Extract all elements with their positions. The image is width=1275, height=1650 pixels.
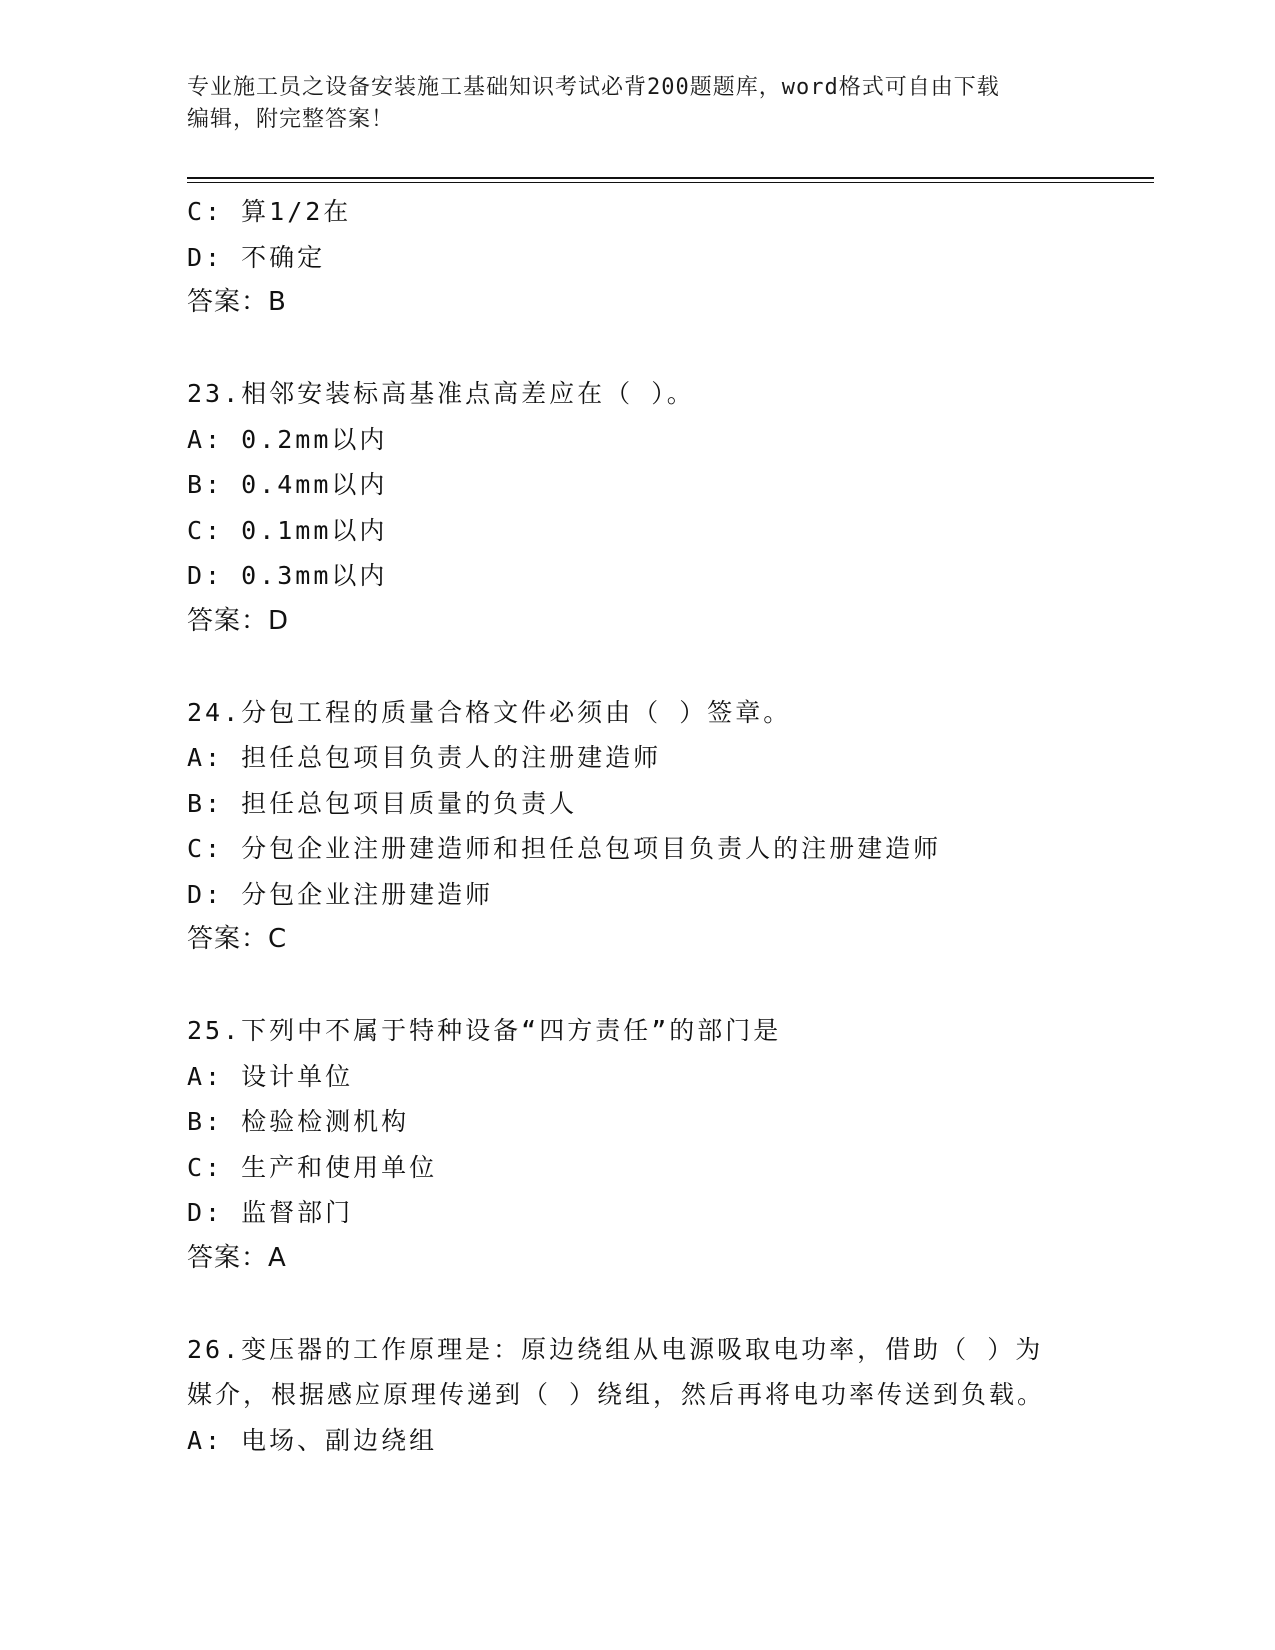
q24-option-d: D: 分包企业注册建造师	[187, 879, 494, 909]
document-header	[187, 72, 1087, 136]
q25-option-b: B: 检验检测机构	[187, 1107, 410, 1136]
q25-answer: 答案：A	[187, 1242, 287, 1273]
q23-answer: 答案：D	[187, 605, 290, 636]
q23-option-a: A: 0.2mm以内	[187, 424, 388, 454]
q23-option-c: C: 0.1mm以内	[187, 515, 388, 545]
q25-option-c: C: 生产和使用单位	[187, 1152, 438, 1182]
q22-answer: 答案：B	[187, 287, 287, 317]
spacer	[187, 644, 1167, 690]
q25-option-a: A: 设计单位	[187, 1061, 354, 1091]
q24-stem: 24.分包工程的质量合格文件必须由（ ）签章。	[187, 697, 792, 727]
q22-option-c: C: 算1/2在	[187, 197, 352, 226]
q23-option-d: D: 0.3mm以内	[187, 561, 388, 590]
header-rule-thick	[187, 177, 1154, 179]
spacer	[187, 326, 1167, 372]
header-rule-thin	[187, 182, 1154, 183]
q26-option-a: A: 电场、副边绕组	[187, 1425, 438, 1455]
q25-stem: 25.下列中不属于特种设备“四方责任”的部门是	[187, 1016, 782, 1045]
q23-option-b: B: 0.4mm以内	[187, 470, 388, 499]
q24-option-b: B: 担任总包项目质量的负责人	[187, 788, 578, 818]
q25-option-d: D: 监督部门	[187, 1198, 354, 1227]
q26-stem-line-2: 媒介，根据感应原理传递到（ ）绕组，然后再将电功率传送到负载。	[187, 1380, 1046, 1409]
q24-option-c: C: 分包企业注册建造师和担任总包项目负责人的注册建造师	[187, 834, 942, 863]
question-list	[187, 189, 1167, 1463]
q22-option-d: D: 不确定	[187, 242, 326, 272]
header-line-1: 专业施工员之设备安装施工基础知识考试必背200题题库，word格式可自由下载	[187, 75, 1000, 100]
header-line-2: 编辑，附完整答案！	[187, 107, 395, 132]
q23-stem: 23.相邻安装标高基准点高差应在（ ）。	[187, 379, 695, 408]
q24-option-a: A: 担任总包项目负责人的注册建造师	[187, 743, 662, 772]
q24-answer: 答案：C	[187, 924, 288, 954]
q26-stem-line-1: 26.变压器的工作原理是：原边绕组从电源吸取电功率，借助（ ）为	[187, 1334, 1044, 1364]
spacer	[187, 963, 1167, 1009]
spacer	[187, 1281, 1167, 1327]
